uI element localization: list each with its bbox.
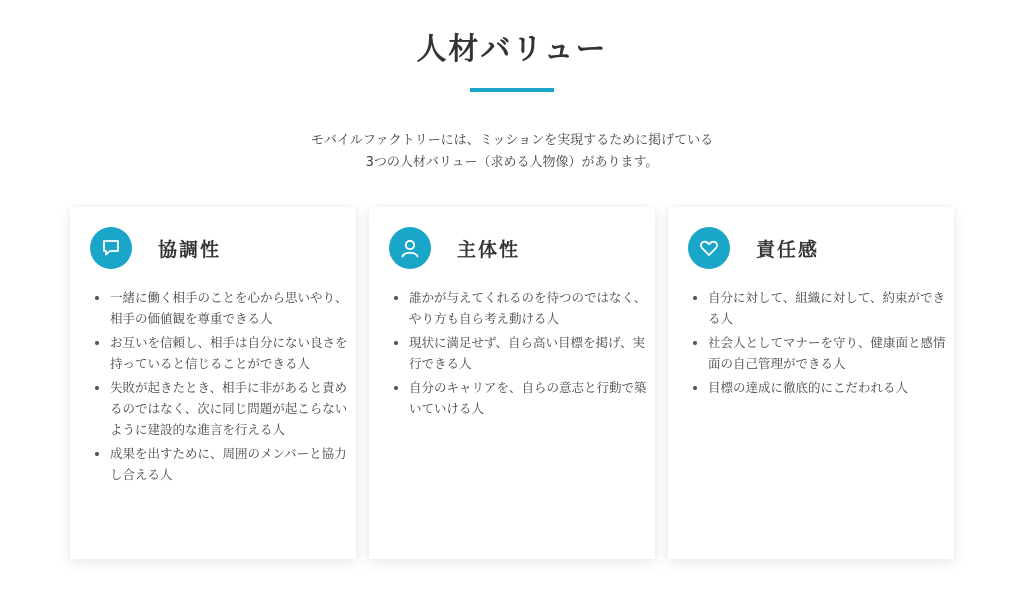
list-item: • 自分に対して、組織に対して、約束ができる人 — [708, 287, 956, 329]
value-cards — [70, 207, 954, 559]
list-item: • 失敗が起きたとき、相手に非があると責めるのではなく、次に同じ問題が起こらないように建設的な進言を行える人 — [110, 377, 358, 440]
list-item: • 現状に満足せず、自ら高い目標を掲げ、実行できる人 — [409, 332, 657, 374]
list-item: • 一緒に働く相手のことを心から思いやり、相手の価値観を尊重できる人 — [110, 287, 358, 329]
section-title: 人材バリュー — [416, 32, 608, 67]
list-item: • 自分のキャリアを、自らの意志と行動で築いていける人 — [409, 377, 657, 419]
section-intro — [0, 130, 1024, 174]
intro-line: 3つの人材バリュー（求める人物像）があります。 — [365, 155, 659, 170]
heart-icon — [688, 227, 730, 269]
list-item: • 社会人としてマナーを守り、健康面と感情面の自己管理ができる人 — [708, 332, 956, 374]
value-card-responsibility — [668, 207, 954, 559]
value-list — [690, 287, 956, 401]
list-item: • 成果を出すために、周囲のメンバーと協力し合える人 — [110, 443, 358, 485]
card-title: 主体性 — [457, 239, 521, 261]
card-title: 責任感 — [756, 239, 820, 261]
list-item: • 誰かが与えてくれるのを待つのではなく、やり方も自ら考え動ける人 — [409, 287, 657, 329]
intro-line: モバイルファクトリーには、ミッションを実現するために掲げている — [310, 133, 714, 148]
list-item: • お互いを信頼し、相手は自分にない良さを持っていると信じることができる人 — [110, 332, 358, 374]
card-title: 協調性 — [158, 239, 222, 261]
value-card-initiative — [369, 207, 655, 559]
value-list — [92, 287, 358, 488]
person-icon — [389, 227, 431, 269]
speech-bubble-icon — [90, 227, 132, 269]
title-underline — [470, 88, 554, 92]
list-item: • 目標の達成に徹底的にこだわれる人 — [708, 377, 956, 398]
value-card-cooperation — [70, 207, 356, 559]
value-list — [391, 287, 657, 422]
